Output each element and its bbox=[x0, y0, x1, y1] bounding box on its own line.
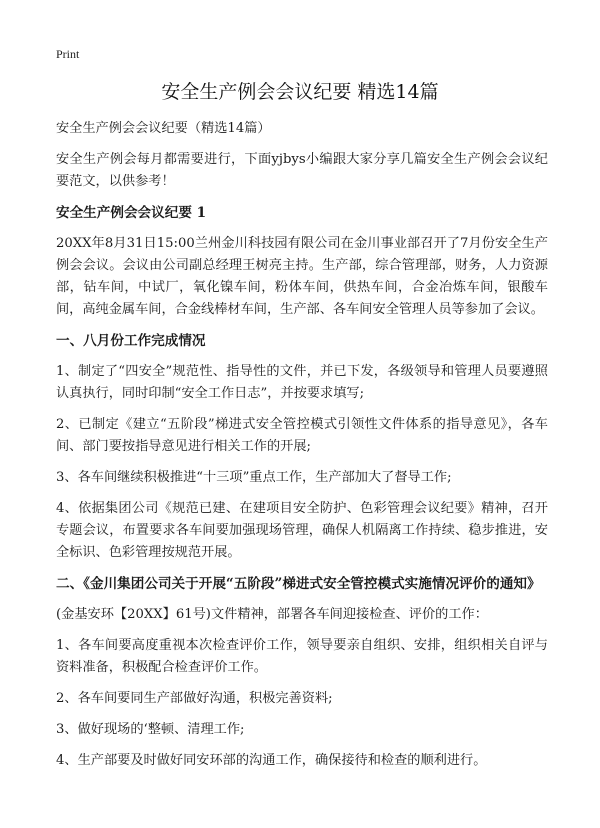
list-item: 2、已制定《建立“五阶段”梯进式安全管控模式引领性文件体系的指导意见》，各车间、部门要按指导意见进行相关工作的开展; bbox=[56, 417, 548, 454]
print-label[interactable]: Print bbox=[56, 47, 80, 61]
part-intro: (金基安环【20XX】61号)文件精神，部署各车间迎接检查、评价的工作： bbox=[56, 607, 488, 622]
document-subtitle: 安全生产例会会议纪要（精选14篇） bbox=[56, 121, 271, 136]
list-item: 2、各车间要同生产部做好沟通，积极完善资料; bbox=[56, 691, 333, 706]
part-heading: 二、《金川集团公司关于开展“五阶段”梯进式安全管控模式实施情况评价的通知》 bbox=[56, 576, 541, 592]
list-item: 4、生产部要及时做好同安环部的沟通工作，确保接待和检查的顺利进行。 bbox=[56, 753, 487, 768]
list-item: 1、制定了“四安全”规范性、指导性的文件，并已下发，各级领导和管理人员要遵照认真执行，同时印制“安全工作日志”，并按要求填写; bbox=[56, 364, 548, 401]
list-item: 1、各车间要高度重视本次检查评价工作，领导要亲自组织、安排，组织相关自评与资料准备，积极配合检查评价工作。 bbox=[56, 638, 548, 675]
section-paragraph: 20XX年8月31日15:00兰州金川科技园有限公司在金川事业部召开了7月份安全生产例会会议。会议由公司副总经理王树亮主持。生产部，综合管理部，财务，人力资源部，钻车间，中试厂，氧化镍车间，粉体车间，供热车间，合金冶炼车间，银酸车间，高纯金属车间，合金线棒材车间，生产部、各车间安全管理人员等参加了会议。 bbox=[56, 236, 548, 317]
list-item: 3、做好现场的‘整顿、清理工作; bbox=[56, 722, 245, 737]
document-title: 安全生产例会会议纪要 精选14篇 bbox=[161, 81, 439, 103]
list-item: 3、各车间继续积极推进“十三项”重点工作，生产部加大了督导工作; bbox=[56, 470, 452, 485]
section-heading: 安全生产例会会议纪要 1 bbox=[56, 205, 207, 221]
list-item: 4、依据集团公司《规范已建、在建项目安全防护、色彩管理会议纪要》精神，召开专题会议，布置要求各车间要加强现场管理，确保人机隔离工作持续、稳步推进，安全标识、色彩管理按规范开展。 bbox=[56, 501, 548, 560]
intro-paragraph: 安全生产例会每月都需要进行，下面yjbys小编跟大家分享几篇安全生产例会会议纪要范文，以供参考！ bbox=[56, 152, 548, 189]
part-heading: 一、八月份工作完成情况 bbox=[56, 333, 206, 349]
document-body bbox=[56, 118, 548, 780]
